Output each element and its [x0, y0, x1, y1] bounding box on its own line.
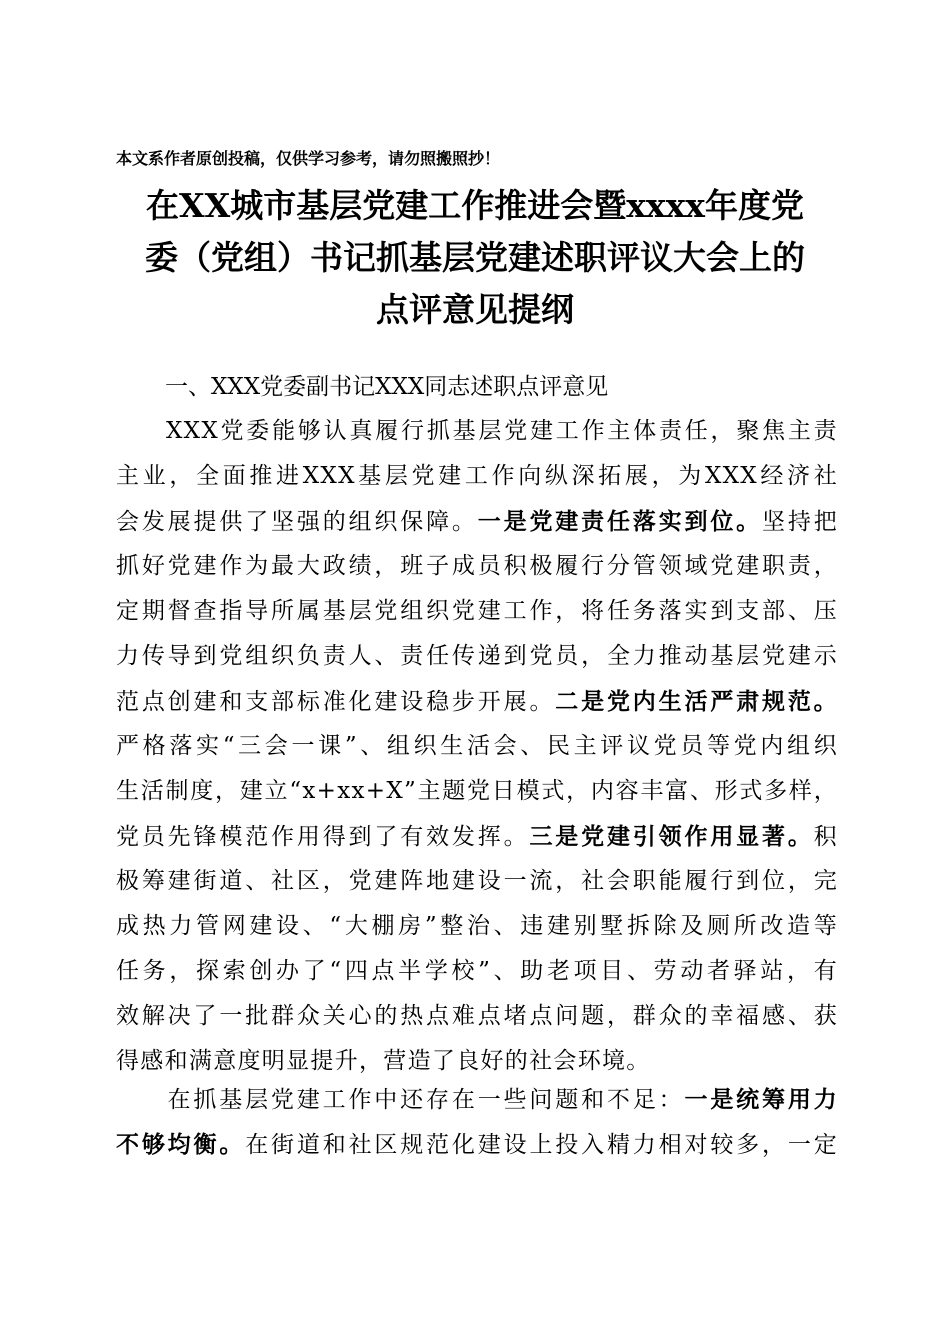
paragraph-line	[116, 409, 838, 454]
paragraph-line: 效解决了一批群众关心的热点难点堵点问题，群众的幸福感、获	[116, 1003, 838, 1029]
paragraph-line: 生活制度，建立“x+xx+X”主题党日模式，内容丰富、形式多样，	[116, 778, 838, 804]
paragraph-line: 抓好党建作为最大政绩，班子成员积极履行分管领域党建职责，	[116, 553, 838, 579]
title-line-3: 点评意见提纲	[376, 290, 574, 329]
paragraph-line: 任务，探索创办了“四点半学校”、助老项目、劳动者驿站，有	[116, 958, 838, 984]
paragraph-line: 严格落实“三会一课”、组织生活会、民主评议党员等党内组织	[116, 733, 838, 759]
paragraph-2	[116, 1077, 838, 1167]
paragraph-line: 主业，全面推进XXX基层党建工作向纵深拓展，为XXX经济社	[116, 463, 838, 489]
section-heading: 一、XXX党委副书记XXX同志述职点评意见	[165, 374, 609, 400]
paragraph-line	[116, 499, 838, 544]
bold-point: 三是党建引领作用显著。	[529, 823, 814, 850]
text-run: 积	[813, 824, 838, 850]
title-line-2: 委（党组）书记抓基层党建述职评议大会上的	[145, 238, 805, 277]
text-run: 坚持把	[762, 509, 838, 535]
paragraph-1	[116, 409, 838, 1084]
bold-point: 一是党建责任落实到位。	[477, 508, 763, 535]
bold-point: 一是统筹用力	[684, 1086, 838, 1113]
copyright-notice: 本文系作者原创投稿，仅供学习参考，请勿照搬照抄！	[116, 149, 501, 168]
text-run: 在抓基层党建工作中还存在一些问题和不足：	[166, 1087, 685, 1113]
paragraph-line	[116, 814, 838, 859]
paragraph-line: 力传导到党组织负责人、责任传递到党员，全力推动基层党建示	[116, 643, 838, 669]
paragraph-line: 定期督查指导所属基层党组织党建工作，将任务落实到支部、压	[116, 598, 838, 624]
paragraph-line: 极筹建街道、社区，党建阵地建设一流，社会职能履行到位，完	[116, 868, 838, 894]
document-title	[100, 180, 850, 336]
paragraph-line: 成热力管网建设、“大棚房”整治、违建别墅拆除及厕所改造等	[116, 913, 838, 939]
text-run: XXX党委能够认真履行抓基层党建工作主体责任，聚焦主责	[166, 418, 838, 444]
paragraph-line	[116, 1122, 838, 1167]
text-run: 党员先锋模范作用得到了有效发挥。	[116, 824, 530, 850]
bold-point: 二是党内生活严肃规范。	[555, 688, 838, 715]
title-line-1: 在XX城市基层党建工作推进会暨xxxx年度党	[146, 186, 804, 225]
text-run: 会发展提供了坚强的组织保障。	[116, 509, 478, 535]
bold-point: 不够均衡。	[116, 1131, 246, 1158]
text-run: 在街道和社区规范化建设上投入精力相对较多，一定	[245, 1132, 838, 1158]
paragraph-line	[116, 1077, 838, 1122]
paragraph-line: 得感和满意度明显提升，营造了良好的社会环境。	[116, 1048, 651, 1074]
text-run: 范点创建和支部标准化建设稳步开展。	[116, 689, 556, 715]
paragraph-line	[116, 679, 838, 724]
